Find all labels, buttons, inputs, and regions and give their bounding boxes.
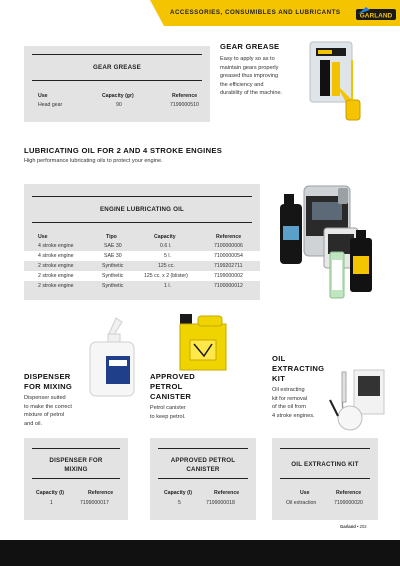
col-header: Capacity (l)	[36, 490, 64, 496]
canister-image	[176, 310, 232, 372]
engine-oil-table-title: ENGINE LUBRICATING OIL	[99, 206, 185, 213]
col-header: Capacity	[154, 234, 176, 240]
cell: 7100000012	[214, 283, 243, 289]
divider	[280, 448, 370, 449]
lubricating-heading: LUBRICATING OIL FOR 2 AND 4 STROKE ENGINES	[24, 146, 223, 155]
footer-bar	[0, 540, 400, 566]
page-number: 202	[359, 524, 367, 529]
canister-table-title: APPROVED PETROL CANISTER	[170, 457, 236, 473]
dispenser-heading: DISPENSER FOR MIXING	[24, 372, 73, 391]
gear-grease-heading: GEAR GREASE	[220, 42, 280, 51]
cell: 7199000017	[80, 500, 109, 506]
page-footer: Garland • 202	[340, 524, 367, 529]
cell: 7199202711	[214, 263, 243, 269]
divider	[32, 448, 120, 449]
grease-product-image	[306, 40, 362, 124]
col-header: Reference	[216, 234, 242, 240]
footer-brand: Garland	[340, 524, 356, 529]
cell: 2 stroke engine	[38, 263, 74, 269]
col-header: Use	[38, 93, 48, 99]
cell: Synthetic	[102, 273, 124, 279]
gear-grease-description: Easy to apply so as to maintain gears properly greased thus improving the efficiency and durability of the machine.	[220, 56, 283, 97]
cell: SAE 30	[104, 243, 122, 249]
cell: Head gear	[38, 102, 63, 108]
dispenser-table-panel	[24, 438, 128, 520]
cell: 7100000006	[214, 243, 243, 249]
logo-text: GARLAND	[359, 12, 393, 20]
extractor-table-panel	[272, 438, 378, 520]
divider	[158, 448, 248, 449]
extractor-table-title: OIL EXTRACTING KIT	[291, 461, 359, 468]
divider	[280, 478, 370, 479]
dispenser-table-title: DISPENSER FOR MIXING	[49, 457, 103, 473]
cell: 7199000020	[334, 500, 363, 506]
header-title: ACCESSORIES, CONSUMIBLES AND LUBRICANTS	[170, 9, 341, 16]
cell: 1 l.	[164, 283, 171, 289]
cell: 125 cc. x 2 (blister)	[144, 273, 188, 279]
divider	[158, 478, 248, 479]
canister-description: Petrol canister to keep petrol.	[150, 405, 186, 420]
cell: 2 stroke engine	[38, 283, 74, 289]
col-header: Use	[300, 490, 310, 496]
extractor-description: Oil extracting kit for removal of the oil from 4 stroke engines.	[272, 387, 315, 419]
divider	[32, 478, 120, 479]
cell: 2 stroke engine	[38, 273, 74, 279]
cell: 0.6 l.	[160, 243, 172, 249]
canister-heading: APPROVED PETROL CANISTER	[150, 372, 196, 401]
oil-bottles-image	[276, 182, 376, 302]
col-header: Tipo	[106, 234, 117, 240]
cell: 1	[50, 500, 53, 506]
extractor-image	[328, 366, 388, 436]
gear-grease-table-title: GEAR GREASE	[93, 64, 141, 71]
divider	[32, 222, 252, 223]
lubricating-subheading: High performance lubricating oils to protect your engine.	[24, 158, 163, 164]
cell: 4 stroke engine	[38, 253, 74, 259]
dispenser-description: Dispenser suited to make the correct mixture of petrol and oil.	[24, 395, 72, 427]
garland-logo	[356, 6, 396, 22]
cell: 125 cc.	[158, 263, 175, 269]
cell: SAE 30	[104, 253, 122, 259]
col-header: Reference	[214, 490, 240, 496]
cell: 7199000018	[206, 500, 235, 506]
cell: 7199000002	[214, 273, 243, 279]
col-header: Capacity (gr)	[102, 93, 134, 99]
cell: Synthetic	[102, 263, 124, 269]
cell: 5	[178, 500, 181, 506]
cell: 4 stroke engine	[38, 243, 74, 249]
col-header: Reference	[172, 93, 198, 99]
cell: Synthetic	[102, 283, 124, 289]
canister-table-panel	[150, 438, 256, 520]
dispenser-image	[82, 316, 140, 400]
cell: 90	[116, 102, 122, 108]
cell: 7100000054	[214, 253, 243, 259]
cell: Oil extraction	[286, 500, 317, 506]
col-header: Use	[38, 234, 48, 240]
divider	[32, 54, 202, 55]
col-header: Reference	[336, 490, 362, 496]
divider	[32, 80, 202, 81]
col-header: Capacity (l)	[164, 490, 192, 496]
col-header: Reference	[88, 490, 114, 496]
gear-grease-panel	[24, 46, 210, 122]
cell: 5 l.	[164, 253, 171, 259]
cell: 7199000510	[170, 102, 199, 108]
extractor-heading: OIL EXTRACTING KIT	[272, 354, 325, 383]
divider	[32, 196, 252, 197]
